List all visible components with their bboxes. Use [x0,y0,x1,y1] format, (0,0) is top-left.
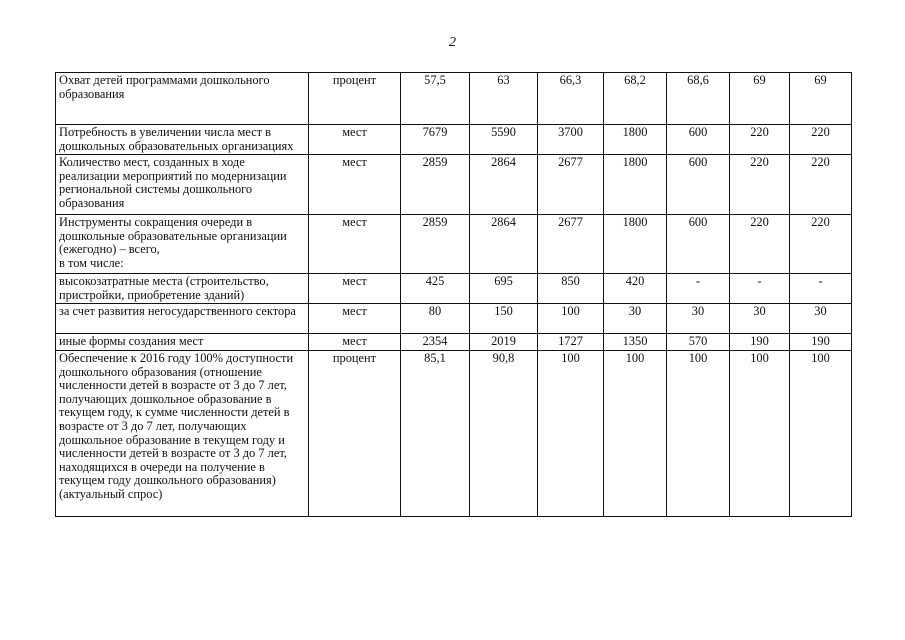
indicator-value: 425 [401,274,470,304]
indicator-value: 600 [667,125,730,155]
indicator-value: 66,3 [538,73,604,125]
indicator-unit: процент [309,73,401,125]
table-row [56,155,852,215]
indicator-value: 2864 [470,215,538,274]
indicator-value: - [790,274,852,304]
indicator-value: 150 [470,304,538,334]
indicator-value: 63 [470,73,538,125]
indicator-label: иные формы создания мест [56,334,309,351]
table-row [56,125,852,155]
indicator-value: 90,8 [470,350,538,516]
indicator-value: 570 [667,334,730,351]
indicator-value: 850 [538,274,604,304]
indicator-value: 30 [730,304,790,334]
indicator-value: 1800 [604,125,667,155]
indicator-value: 30 [604,304,667,334]
indicator-value: 5590 [470,125,538,155]
table-row [56,350,852,516]
indicator-value: 100 [790,350,852,516]
indicator-label: Количество мест, созданных в ходе реализации мероприятий по модернизации региональной системы дошкольного образования [56,155,309,215]
indicator-value: 420 [604,274,667,304]
indicator-value: 2677 [538,155,604,215]
indicator-value: 220 [790,215,852,274]
indicator-value: 100 [604,350,667,516]
indicator-value: 600 [667,215,730,274]
indicator-value: 2864 [470,155,538,215]
indicator-value: - [730,274,790,304]
indicator-value: 80 [401,304,470,334]
indicator-unit: мест [309,155,401,215]
indicator-unit: мест [309,304,401,334]
indicator-label: Охват детей программами дошкольного образования [56,73,309,125]
indicator-value: 220 [790,155,852,215]
indicator-value: 30 [790,304,852,334]
indicator-value: - [667,274,730,304]
indicator-value: 2677 [538,215,604,274]
indicator-value: 220 [730,215,790,274]
indicator-label: Обеспечение к 2016 году 100% доступности дошкольного образования (отношение численности детей в возрасте от 3 до 7 лет, получающих дошкольное образование в текущем году, к сумме численности детей в возрасте от 3 до 7 лет, получающих дошкольное образование в текущем году и численности детей в возрасте от 3 до 7 лет, находящихся в очереди на получение в текущем году дошкольного образования) (актуальный спрос) [56,350,309,516]
indicator-value: 2859 [401,155,470,215]
indicator-unit: мест [309,125,401,155]
indicators-table [55,72,852,517]
table-row [56,215,852,274]
indicator-value: 1350 [604,334,667,351]
indicator-value: 2859 [401,215,470,274]
indicator-value: 100 [730,350,790,516]
indicator-value: 695 [470,274,538,304]
indicator-unit: мест [309,334,401,351]
indicator-label: за счет развития негосударственного сектора [56,304,309,334]
indicator-value: 7679 [401,125,470,155]
table-row [56,73,852,125]
indicator-label: высокозатратные места (строительство, пристройки, приобретение зданий) [56,274,309,304]
table-row [56,334,852,351]
indicator-value: 220 [790,125,852,155]
indicator-value: 100 [538,350,604,516]
indicator-label: Инструменты сокращения очереди в дошкольные образовательные организации (ежегодно) – всего, в том числе: [56,215,309,274]
indicator-value: 85,1 [401,350,470,516]
indicator-value: 220 [730,125,790,155]
indicator-value: 1800 [604,155,667,215]
indicator-value: 600 [667,155,730,215]
indicator-value: 3700 [538,125,604,155]
indicator-value: 100 [667,350,730,516]
indicator-value: 190 [790,334,852,351]
indicator-value: 2354 [401,334,470,351]
indicator-unit: мест [309,274,401,304]
indicator-value: 100 [538,304,604,334]
table-row [56,304,852,334]
indicator-label: Потребность в увеличении числа мест в дошкольных образовательных организациях [56,125,309,155]
indicator-value: 1727 [538,334,604,351]
indicator-value: 68,6 [667,73,730,125]
indicator-value: 1800 [604,215,667,274]
indicator-value: 30 [667,304,730,334]
page-number: 2 [449,35,456,50]
indicator-value: 220 [730,155,790,215]
indicator-unit: мест [309,215,401,274]
indicator-value: 69 [790,73,852,125]
indicator-unit: процент [309,350,401,516]
indicator-value: 190 [730,334,790,351]
table-row [56,274,852,304]
indicator-value: 57,5 [401,73,470,125]
indicator-value: 69 [730,73,790,125]
indicator-value: 2019 [470,334,538,351]
indicator-value: 68,2 [604,73,667,125]
